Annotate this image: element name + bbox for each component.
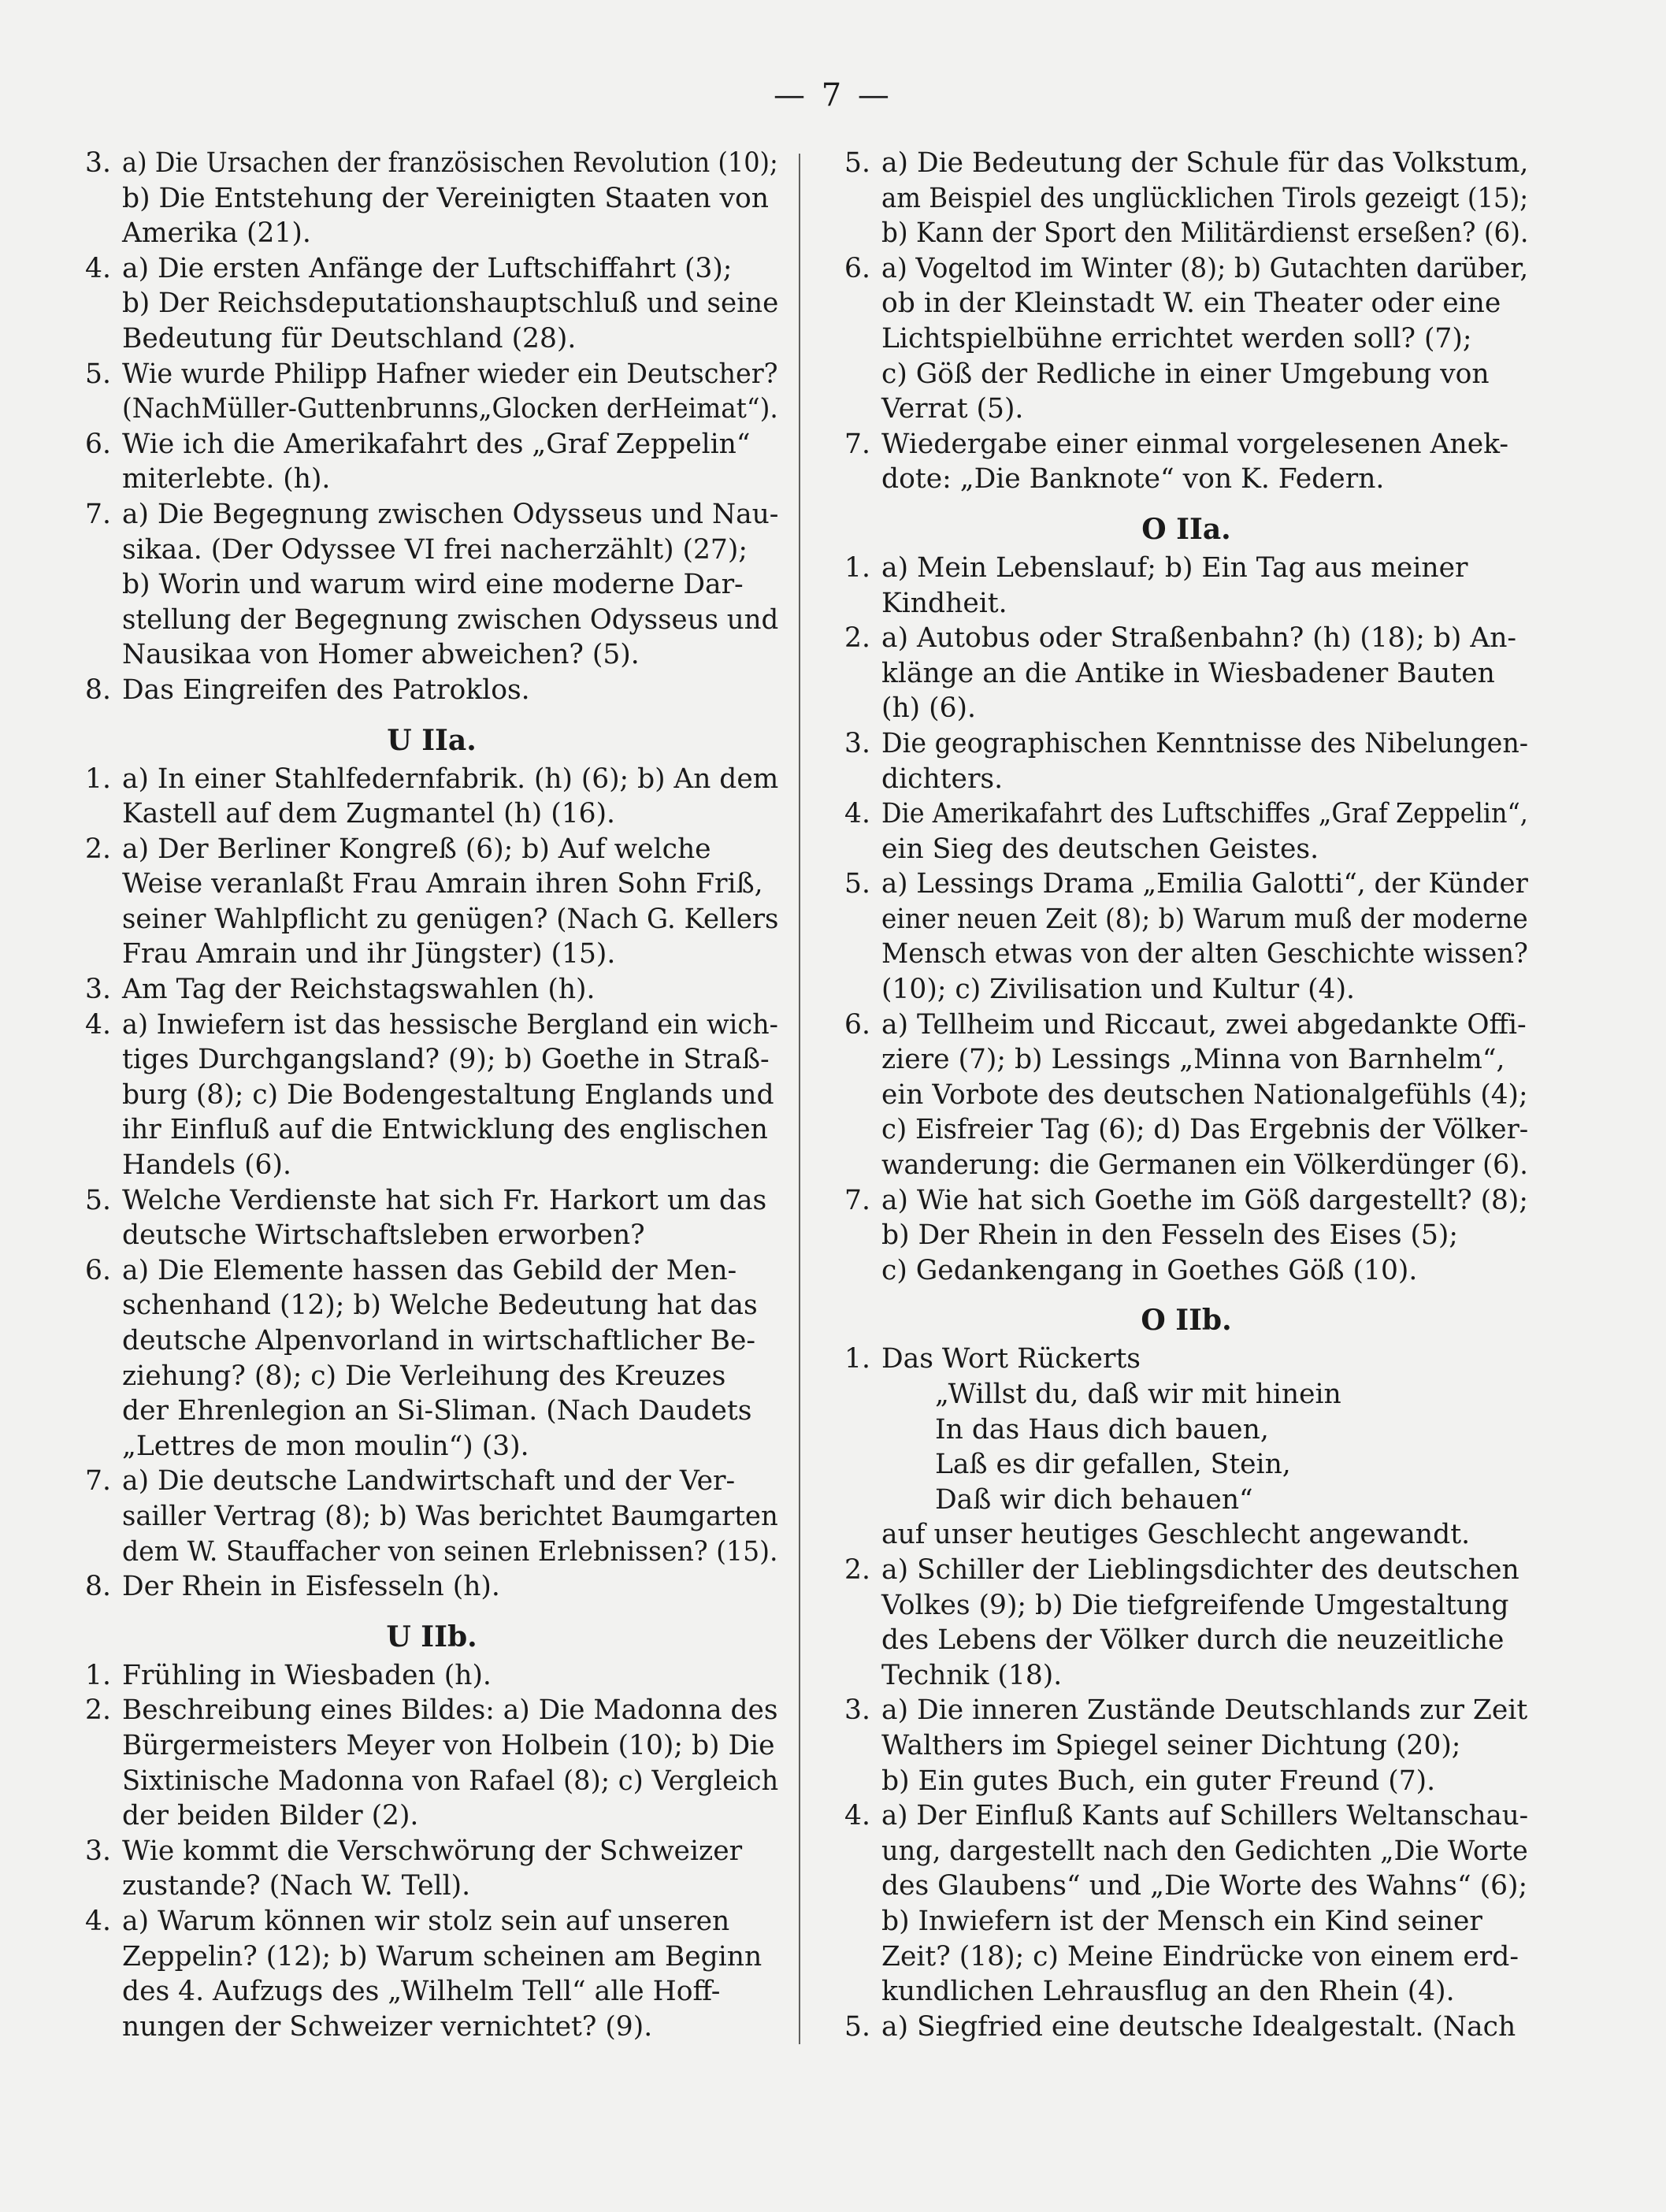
- item-number: 7.: [85, 1465, 111, 1498]
- page-number: — 7 —: [774, 77, 892, 113]
- text-line: a) Die ersten Anfänge der Luftschiffahrt (3);: [122, 252, 733, 284]
- text-line: ziere (7); b) Lessings „Minna von Barnhelm“,: [881, 1044, 1505, 1076]
- text-line: (h) (6).: [881, 692, 976, 725]
- list-item: [844, 146, 1528, 251]
- section-heading: O IIb.: [1141, 1304, 1232, 1338]
- section-heading: U IIa.: [387, 723, 477, 757]
- text-line: b) Der Rhein in den Fesseln des Eises (5);: [881, 1219, 1458, 1252]
- text-line: b) Die Entstehung der Vereinigten Staaten von: [122, 182, 770, 214]
- text-line: der beiden Bilder (2).: [122, 1800, 419, 1832]
- text-line: auf unser heutiges Geschlecht angewandt.: [881, 1519, 1471, 1551]
- list-item: [85, 1008, 778, 1183]
- text-line: ung, dargestellt nach den Gedichten „Die Worte: [881, 1835, 1528, 1867]
- text-line: ihr Einfluß auf die Entwicklung des englischen: [122, 1114, 768, 1146]
- list-item: [85, 1904, 778, 2044]
- text-line: sikaa. (Der Odyssee VI frei nacherzählt) (27);: [122, 533, 748, 566]
- text-line: Das Wort Rückerts: [881, 1343, 1141, 1375]
- list-item: [85, 1183, 778, 1253]
- text-line: Der Rhein in Eisfesseln (h).: [122, 1571, 500, 1603]
- right-column: [844, 146, 1528, 2044]
- item-number: 1.: [85, 1659, 111, 1691]
- list-item: [85, 1569, 778, 1605]
- list-item: [844, 2010, 1528, 2045]
- text-line: Laß es dir gefallen, Stein,: [935, 1449, 1291, 1481]
- text-line: Bürgermeisters Meyer von Holbein (10); b) Die: [122, 1729, 775, 1761]
- list-item: [85, 1834, 778, 1904]
- list-item: [844, 1342, 1528, 1377]
- text-line: Frühling in Wiesbaden (h).: [122, 1659, 492, 1691]
- text-line: kundlichen Lehrausflug an den Rhein (4).: [881, 1976, 1455, 2008]
- list-item: [844, 621, 1528, 726]
- text-line: a) Tellheim und Riccaut, zwei abgedankte Offi-: [881, 1008, 1527, 1041]
- list-item: [844, 1693, 1528, 1798]
- text-line: schenhand (12); b) Welche Bedeutung hat das: [122, 1290, 758, 1322]
- section-heading: U IIb.: [386, 1620, 477, 1653]
- text-line: In das Haus dich bauen,: [935, 1413, 1269, 1446]
- list-item: [85, 251, 778, 357]
- list-item: [85, 427, 778, 497]
- list-item: [85, 762, 778, 832]
- text-line: stellung der Begegnung zwischen Odysseus und: [122, 603, 779, 636]
- item-number: 3.: [85, 1835, 111, 1867]
- item-number: 7.: [844, 1184, 870, 1216]
- text-line: Technik (18).: [881, 1659, 1063, 1691]
- text-line: (NachMüller-Guttenbrunns„Glocken derHeimat“).: [122, 393, 778, 425]
- item-number: 6.: [844, 1008, 870, 1041]
- text-line: Das Eingreifen des Patroklos.: [122, 674, 530, 706]
- left-column: [85, 146, 778, 2044]
- list-item: [85, 497, 778, 673]
- text-line: sailler Vertrag (8); b) Was berichtet Baumgarten: [122, 1500, 778, 1532]
- list-item: [85, 673, 778, 708]
- text-line: burg (8); c) Die Bodengestaltung Englands und: [122, 1078, 774, 1111]
- text-line: a) Der Berliner Kongreß (6); b) Auf welche: [122, 833, 711, 865]
- text-line: c) Göß der Redliche in einer Umgebung von: [881, 358, 1490, 390]
- text-line: a) Die Elemente hassen das Gebild der Men-: [122, 1254, 737, 1286]
- item-number: 5.: [844, 2010, 870, 2043]
- item-number: 3.: [844, 1694, 870, 1727]
- text-line: wanderung: die Germanen ein Völkerdünger (6).: [881, 1149, 1528, 1182]
- text-line: b) Worin und warum wird eine moderne Dar-: [122, 569, 744, 601]
- text-line: des Lebens der Völker durch die neuzeitliche: [881, 1624, 1505, 1657]
- list-item: [844, 551, 1528, 621]
- item-number: 4.: [844, 1800, 870, 1832]
- text-line: des 4. Aufzugs des „Wilhelm Tell“ alle Hoff-: [122, 1976, 721, 2008]
- item-number: 7.: [85, 498, 111, 530]
- item-number: 6.: [85, 428, 111, 460]
- column-divider: [799, 154, 800, 2044]
- list-item: [844, 1798, 1528, 2010]
- item-number: 2.: [85, 833, 111, 865]
- list-item: [844, 1553, 1528, 1693]
- text-line: a) Die Bedeutung der Schule für das Volkstum,: [881, 147, 1529, 179]
- text-line: Mensch etwas von der alten Geschichte wissen?: [881, 938, 1528, 971]
- text-line: a) Inwiefern ist das hessische Bergland ein wich-: [122, 1008, 778, 1041]
- list-item: [85, 972, 778, 1008]
- text-line: a) Vogeltod im Winter (8); b) Gutachten darüber,: [881, 252, 1529, 284]
- item-number: 8.: [85, 1571, 111, 1603]
- text-line: b) Kann der Sport den Militärdienst erseßen? (6).: [881, 217, 1529, 250]
- list-item: [844, 1008, 1528, 1183]
- item-number: 3.: [85, 974, 111, 1006]
- text-line: (10); c) Zivilisation und Kultur (4).: [881, 974, 1356, 1006]
- text-line: b) Der Reichsdeputationshauptschluß und seine: [122, 288, 779, 320]
- text-line: tiges Durchgangsland? (9); b) Goethe in Straß-: [122, 1044, 770, 1076]
- list-item: [85, 1658, 778, 1694]
- list-item: [844, 867, 1528, 1007]
- item-number: 5.: [85, 1184, 111, 1216]
- text-line: Frau Amrain und ihr Jüngster) (15).: [122, 938, 616, 971]
- list-item: [85, 357, 778, 427]
- text-line: Wie wurde Philipp Hafner wieder ein Deutscher?: [122, 358, 778, 390]
- item-number: 4.: [844, 798, 870, 830]
- text-line: Daß wir dich behauen“: [935, 1483, 1253, 1516]
- text-line: Kindheit.: [881, 587, 1007, 619]
- text-line: dote: „Die Banknote“ von K. Federn.: [881, 463, 1385, 495]
- item-number: 6.: [85, 1254, 111, 1286]
- text-line: ein Sieg des deutschen Geistes.: [881, 833, 1319, 865]
- text-line: nungen der Schweizer vernichtet? (9).: [122, 2010, 653, 2043]
- text-line: a) Mein Lebenslauf; b) Ein Tag aus meiner: [881, 551, 1468, 584]
- text-line: deutsche Alpenvorland in wirtschaftlicher Be-: [122, 1325, 756, 1357]
- text-line: ziehung? (8); c) Die Verleihung des Kreuzes: [122, 1360, 726, 1392]
- list-item: [85, 1253, 778, 1464]
- text-line: a) Lessings Drama „Emilia Galotti“, der Künder: [881, 868, 1528, 900]
- text-line: Zeppelin? (12); b) Warum scheinen am Beginn: [122, 1940, 763, 1973]
- item-number: 1.: [844, 1343, 870, 1375]
- section-heading: O IIa.: [1141, 512, 1231, 546]
- text-line: dem W. Stauffacher von seinen Erlebnissen? (15).: [122, 1535, 778, 1568]
- text-line: b) Ein gutes Buch, ein guter Freund (7).: [881, 1765, 1436, 1797]
- item-number: 5.: [85, 358, 111, 390]
- text-line: c) Gedankengang in Goethes Göß (10).: [881, 1254, 1418, 1286]
- text-line: a) Der Einfluß Kants auf Schillers Weltanschau-: [881, 1800, 1529, 1832]
- list-item: [844, 726, 1528, 796]
- text-line: a) Wie hat sich Goethe im Göß dargestellt? (8);: [881, 1184, 1528, 1216]
- text-line: Welche Verdienste hat sich Fr. Harkort um das: [122, 1184, 767, 1216]
- text-line: einer neuen Zeit (8); b) Warum muß der moderne: [881, 903, 1528, 935]
- text-line: deutsche Wirtschaftsleben erworben?: [122, 1219, 645, 1252]
- item-number: 2.: [844, 1553, 870, 1586]
- text-line: Volkes (9); b) Die tiefgreifende Umgestaltung: [881, 1589, 1509, 1621]
- item-number: 4.: [85, 1008, 111, 1041]
- text-line: ob in der Kleinstadt W. ein Theater oder eine: [881, 288, 1501, 320]
- text-line: a) Autobus oder Straßenbahn? (h) (18); b) An-: [881, 622, 1517, 655]
- text-line: seiner Wahlpflicht zu genügen? (Nach G. Kellers: [122, 903, 779, 935]
- text-line: a) Die deutsche Landwirtschaft und der Ver-: [122, 1465, 736, 1498]
- item-number: 1.: [85, 763, 111, 795]
- text-line: Weise veranlaßt Frau Amrain ihren Sohn Friß,: [122, 868, 763, 900]
- text-line: „Willst du, daß wir mit hinein: [935, 1379, 1341, 1410]
- text-line: der Ehrenlegion an Si-Sliman. (Nach Daudets: [122, 1395, 752, 1427]
- text-line: Die Amerikafahrt des Luftschiffes „Graf Zeppelin“,: [881, 798, 1528, 830]
- list-item: [85, 832, 778, 972]
- text-line: Am Tag der Reichstagswahlen (h).: [122, 974, 596, 1006]
- text-line: Nausikaa von Homer abweichen? (5).: [122, 639, 640, 671]
- text-line: a) Die Begegnung zwischen Odysseus und Nau-: [122, 498, 779, 530]
- text-line: a) Die inneren Zustände Deutschlands zur Zeit: [881, 1694, 1528, 1727]
- text-line: am Beispiel des unglücklichen Tirols gezeigt (15);: [881, 182, 1529, 214]
- text-line: b) Inwiefern ist der Mensch ein Kind seiner: [881, 1905, 1482, 1937]
- list-item: [844, 251, 1528, 427]
- text-line: dichters.: [881, 763, 1004, 795]
- list-item: [844, 796, 1528, 867]
- item-number: 4.: [85, 1905, 111, 1937]
- list-item: [85, 1693, 778, 1833]
- text-line: a) Siegfried eine deutsche Idealgestalt. (Nach: [881, 2010, 1516, 2043]
- item-number: 2.: [844, 622, 870, 655]
- text-line: „Lettres de mon moulin“) (3).: [122, 1430, 529, 1462]
- text-line: Kastell auf dem Zugmantel (h) (16).: [122, 798, 616, 830]
- poem-quote: [844, 1377, 1528, 1517]
- text-line: a) In einer Stahlfedernfabrik. (h) (6); b) An dem: [122, 763, 779, 795]
- text-line: Wiedergabe einer einmal vorgelesenen Anek-: [881, 428, 1509, 460]
- item-number: 2.: [85, 1694, 111, 1727]
- item-number: 4.: [85, 252, 111, 284]
- text-line: Zeit? (18); c) Meine Eindrücke von einem erd-: [881, 1940, 1519, 1973]
- text-line: a) Warum können wir stolz sein auf unseren: [122, 1905, 730, 1937]
- text-line: Handels (6).: [122, 1149, 291, 1182]
- item-number: 7.: [844, 428, 870, 460]
- item-continuation: [844, 1517, 1528, 1553]
- text-line: Wie ich die Amerikafahrt des „Graf Zeppelin“: [122, 428, 751, 460]
- text-line: c) Eisfreier Tag (6); d) Das Ergebnis der Völker-: [881, 1114, 1529, 1146]
- text-line: Bedeutung für Deutschland (28).: [122, 322, 577, 354]
- list-item: [844, 427, 1528, 497]
- text-line: a) Die Ursachen der französischen Revolution (10);: [122, 147, 778, 179]
- text-line: Wie kommt die Verschwörung der Schweizer: [122, 1835, 743, 1867]
- text-line: Verrat (5).: [881, 393, 1024, 425]
- list-item: [844, 1183, 1528, 1289]
- item-number: 5.: [844, 868, 870, 900]
- text-line: Lichtspielbühne errichtet werden soll? (7);: [881, 322, 1472, 354]
- item-number: 3.: [85, 147, 111, 179]
- text-line: Sixtinische Madonna von Rafael (8); c) Vergleich: [122, 1765, 779, 1797]
- text-line: klänge an die Antike in Wiesbadener Bauten: [881, 657, 1495, 689]
- text-line: a) Schiller der Lieblingsdichter des deutschen: [881, 1553, 1519, 1586]
- text-line: Walthers im Spiegel seiner Dichtung (20);: [881, 1729, 1461, 1761]
- text-line: Amerika (21).: [122, 217, 311, 250]
- text-line: zustande? (Nach W. Tell).: [122, 1870, 471, 1902]
- item-number: 1.: [844, 551, 870, 584]
- text-line: ein Vorbote des deutschen Nationalgefühls (4);: [881, 1078, 1528, 1111]
- list-item: [85, 146, 778, 251]
- item-number: 5.: [844, 147, 870, 179]
- item-number: 6.: [844, 252, 870, 284]
- item-number: 8.: [85, 674, 111, 706]
- text-line: Beschreibung eines Bildes: a) Die Madonna des: [122, 1694, 778, 1727]
- text-line: miterlebte. (h).: [122, 463, 331, 495]
- text-line: Die geographischen Kenntnisse des Nibelungen-: [881, 727, 1529, 759]
- list-item: [85, 1464, 778, 1569]
- text-line: des Glaubens“ und „Die Worte des Wahns“ (6);: [881, 1870, 1528, 1902]
- item-number: 3.: [844, 727, 870, 759]
